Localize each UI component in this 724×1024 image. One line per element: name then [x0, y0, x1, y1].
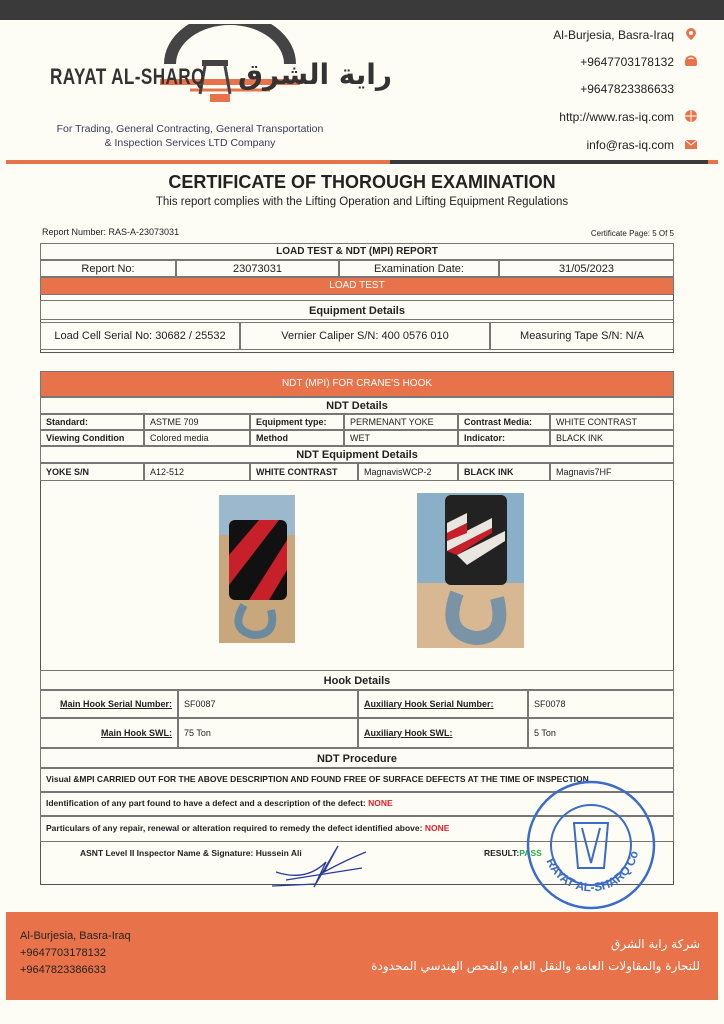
svg-text:RAYAT AL-SHARQ Co. — [524, 778, 641, 894]
report-no-value: 23073031 — [176, 260, 339, 277]
indicator-value: BLACK INK — [550, 430, 674, 446]
report-number: Report Number: RAS-A-23073031 — [42, 227, 180, 237]
company-subtitle — [40, 122, 340, 150]
main-hook-swl-label: Main Hook SWL: — [40, 718, 178, 748]
footer-phone1: +9647703178132 — [20, 947, 106, 959]
footer-phone2: +9647823386633 — [20, 964, 106, 976]
aux-hook-serial-value: SF0078 — [528, 690, 674, 718]
hook-photo-main — [219, 495, 295, 643]
main-hook-swl-value: 75 Ton — [178, 718, 358, 748]
inspector-signature — [266, 842, 376, 890]
footer-contact — [20, 928, 131, 979]
ndt-procedure-heading: NDT Procedure — [40, 748, 674, 768]
yoke-label: YOKE S/N — [40, 463, 144, 481]
footer-arabic — [371, 933, 700, 977]
company-subtitle-line1: For Trading, General Contracting, General Transportation — [56, 123, 324, 135]
ndt-details-heading: NDT Details — [40, 397, 674, 414]
hook-details-heading: Hook Details — [40, 670, 674, 690]
vernier-caliper-serial: Vernier Caliper S/N: 400 0576 010 — [240, 322, 490, 350]
white-contrast-label: WHITE CONTRAST — [250, 463, 358, 481]
white-contrast-value: MagnavisWCP-2 — [358, 463, 458, 481]
ndt-equipment-heading: NDT Equipment Details — [40, 446, 674, 463]
exam-date-label: Examination Date: — [339, 260, 499, 277]
certificate-subtitle: This report complies with the Lifting Operation and Lifting Equipment Regulations — [155, 196, 569, 208]
exam-date-value: 31/05/2023 — [499, 260, 674, 277]
yoke-value: A12-512 — [144, 463, 250, 481]
contact-email: info@ras-iq.com — [586, 138, 674, 152]
contact-phone2: +9647823386633 — [580, 82, 674, 96]
method-value: WET — [344, 430, 458, 446]
indicator-label: Indicator: — [458, 430, 550, 446]
result-label: RESULT: — [484, 848, 520, 858]
aux-hook-swl-value: 5 Ton — [528, 718, 674, 748]
black-ink-label: BLACK INK — [458, 463, 550, 481]
company-name-ar: راية الشرق — [238, 58, 393, 91]
footer-ar-name: شركة راية الشرق — [611, 937, 700, 951]
ndt-band: NDT (MPI) FOR CRANE'S HOOK — [40, 371, 674, 397]
aux-hook-swl-label: Auxiliary Hook SWL: — [358, 718, 528, 748]
location-pin-icon — [684, 27, 698, 41]
header-divider-dark — [390, 160, 708, 164]
report-no-label: Report No: — [40, 260, 176, 277]
equipment-type-label: Equipment type: — [250, 414, 344, 430]
defect-label: Identification of any part found to have a defect and a description of the defect: — [46, 798, 366, 808]
repair-label: Particulars of any repair, renewal or alteration required to remedy the defect identified above: — [46, 823, 423, 833]
load-test-band: LOAD TEST — [40, 277, 674, 295]
footer-address: Al-Burjesia, Basra-Iraq — [20, 930, 131, 942]
aux-hook-serial-label: Auxiliary Hook Serial Number: — [358, 690, 528, 718]
measuring-tape-serial: Measuring Tape S/N: N/A — [490, 322, 674, 350]
defect-value: NONE — [368, 798, 393, 808]
load-test-heading: LOAD TEST & NDT (MPI) REPORT — [40, 243, 674, 260]
footer-ar-desc: للتجارة والمقاولات العامة والنقل العام والفحص الهندسي المحدودة — [371, 959, 700, 973]
main-hook-serial-label: Main Hook Serial Number: — [40, 690, 178, 718]
method-label: Method — [250, 430, 344, 446]
inspector-label: ASNT Level II Inspector Name & Signature: Hussein Ali — [80, 848, 302, 858]
email-icon — [684, 137, 698, 151]
viewing-condition-label: Viewing Condition — [40, 430, 144, 446]
top-bar — [0, 0, 724, 20]
equipment-type-value: PERMENANT YOKE — [344, 414, 458, 430]
hook-photo-auxiliary — [417, 493, 524, 648]
repair-value: NONE — [424, 823, 450, 833]
certificate-page: Certificate Page: 5 Of 5 — [590, 229, 674, 238]
contrast-media-value: WHITE CONTRAST — [550, 414, 674, 430]
globe-icon — [684, 109, 698, 123]
black-ink-value: Magnavis7HF — [550, 463, 674, 481]
certificate-title: CERTIFICATE OF THOROUGH EXAMINATION — [168, 172, 556, 192]
standard-label: Standard: — [40, 414, 144, 430]
company-name-en: RAYAT AL-SHARQ — [50, 64, 205, 89]
contact-website: http://www.ras-iq.com — [559, 110, 674, 124]
contact-address: Al-Burjesia, Basra-Iraq — [553, 28, 674, 42]
viewing-condition-value: Colored media — [144, 430, 250, 446]
procedure-statement: Visual &MPI CARRIED OUT FOR THE ABOVE DESCRIPTION AND FOUND FREE OF SURFACE DEFECTS AT THE TIME OF INSPECTION — [40, 768, 674, 792]
main-hook-serial-value: SF0087 — [178, 690, 358, 718]
stamp-text: RAYAT AL-SHARQ Co — [543, 849, 642, 895]
company-subtitle-line2: & Inspection Services LTD Company — [104, 137, 276, 149]
company-stamp — [524, 778, 658, 912]
contrast-media-label: Contrast Media: — [458, 414, 550, 430]
equipment-details-heading: Equipment Details — [40, 300, 674, 320]
standard-value: ASTME 709 — [144, 414, 250, 430]
contact-phone1: +9647703178132 — [580, 55, 674, 69]
load-cell-serial: Load Cell Serial No: 30682 / 25532 — [40, 322, 240, 350]
result-value: PASS — [519, 848, 542, 858]
phone-icon — [684, 54, 698, 68]
